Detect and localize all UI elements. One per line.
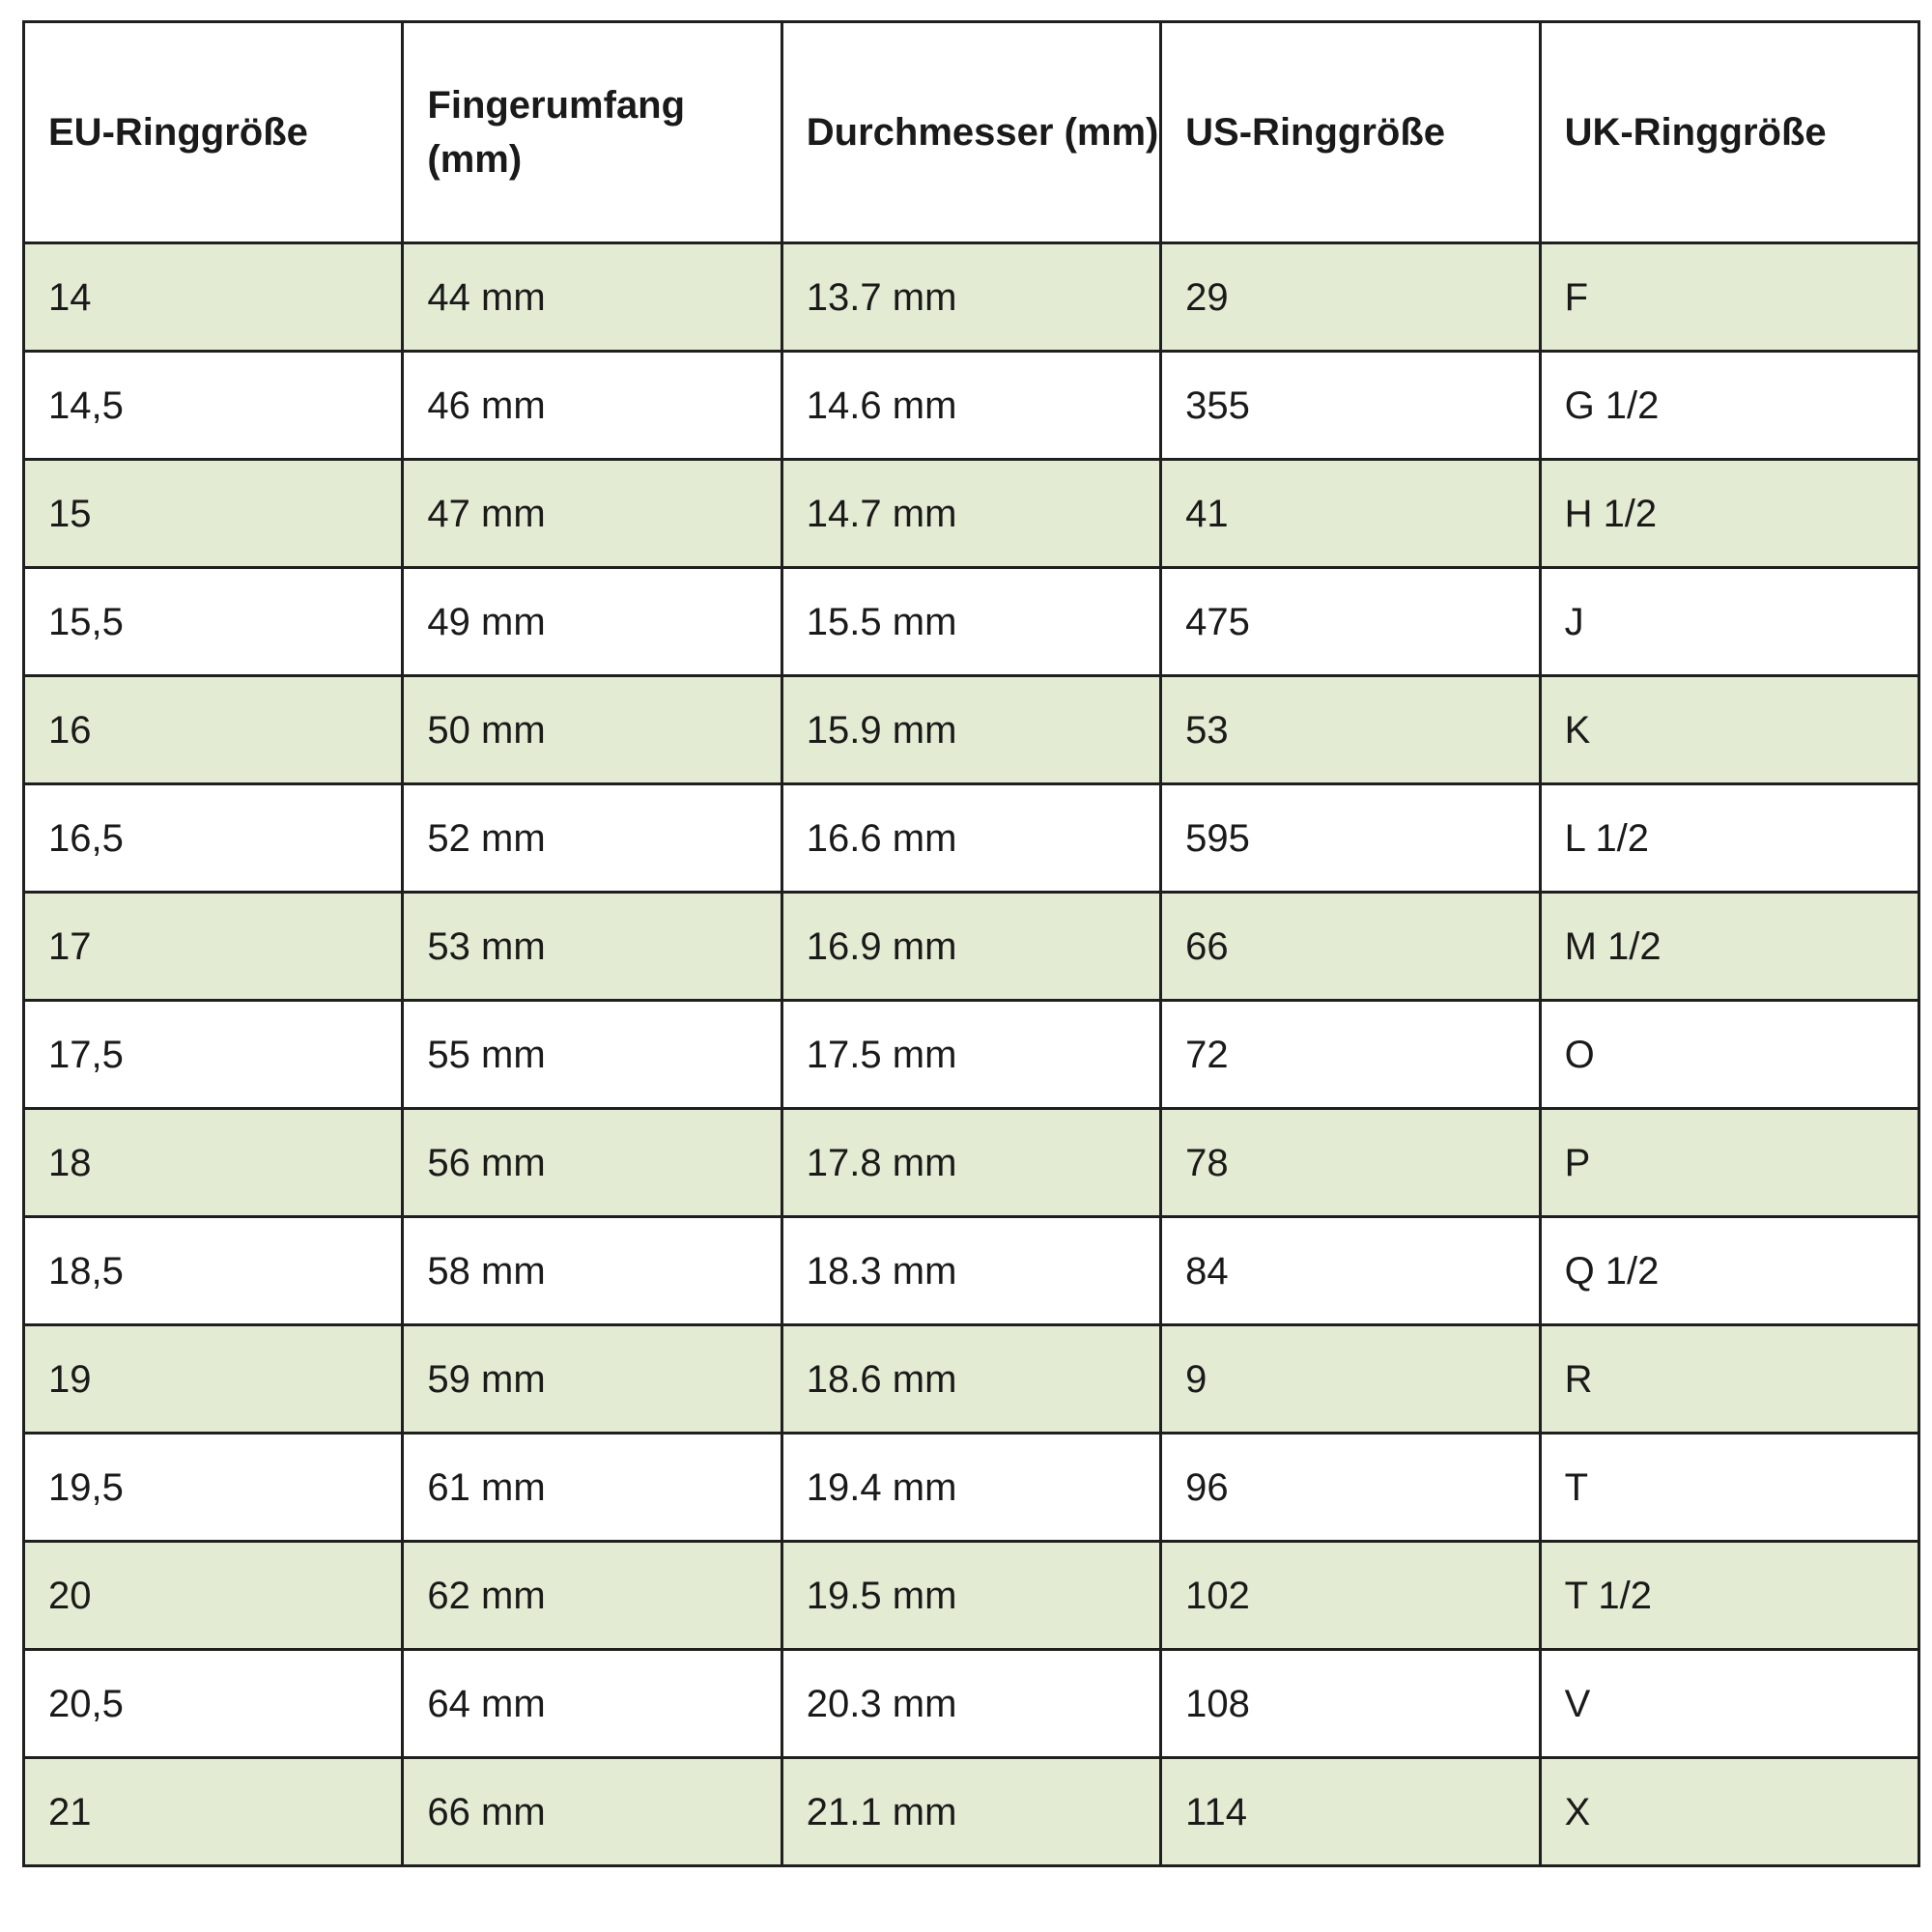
cell-circumference: 59 mm — [403, 1325, 781, 1434]
cell-circumference: 58 mm — [403, 1217, 781, 1325]
header-eu-size: EU-Ringgröße — [24, 22, 403, 243]
cell-diameter: 21.1 mm — [781, 1758, 1160, 1866]
cell-circumference: 62 mm — [403, 1542, 781, 1650]
cell-diameter: 18.3 mm — [781, 1217, 1160, 1325]
cell-circumference: 52 mm — [403, 784, 781, 893]
cell-diameter: 16.6 mm — [781, 784, 1160, 893]
cell-uk-size: Q 1/2 — [1540, 1217, 1918, 1325]
header-finger-circumference: Fingerumfang (mm) — [403, 22, 781, 243]
table-row — [24, 568, 1919, 676]
table-row — [24, 460, 1919, 568]
ring-size-table — [22, 20, 1920, 1867]
cell-diameter: 14.6 mm — [781, 352, 1160, 460]
cell-eu-size: 21 — [24, 1758, 403, 1866]
cell-eu-size: 20 — [24, 1542, 403, 1650]
table-row — [24, 1217, 1919, 1325]
cell-us-size: 29 — [1161, 243, 1540, 352]
table-row — [24, 1650, 1919, 1758]
table-row — [24, 893, 1919, 1001]
header-uk-size: UK-Ringgröße — [1540, 22, 1918, 243]
cell-us-size: 78 — [1161, 1109, 1540, 1217]
cell-diameter: 17.5 mm — [781, 1001, 1160, 1109]
table-row — [24, 676, 1919, 784]
table-row — [24, 352, 1919, 460]
cell-diameter: 15.9 mm — [781, 676, 1160, 784]
cell-diameter: 17.8 mm — [781, 1109, 1160, 1217]
cell-circumference: 50 mm — [403, 676, 781, 784]
cell-eu-size: 17,5 — [24, 1001, 403, 1109]
cell-circumference: 46 mm — [403, 352, 781, 460]
table-row — [24, 1001, 1919, 1109]
cell-circumference: 64 mm — [403, 1650, 781, 1758]
cell-eu-size: 15,5 — [24, 568, 403, 676]
cell-uk-size: X — [1540, 1758, 1918, 1866]
cell-uk-size: O — [1540, 1001, 1918, 1109]
cell-diameter: 20.3 mm — [781, 1650, 1160, 1758]
table-row — [24, 243, 1919, 352]
cell-uk-size: P — [1540, 1109, 1918, 1217]
cell-uk-size: G 1/2 — [1540, 352, 1918, 460]
cell-us-size: 84 — [1161, 1217, 1540, 1325]
cell-circumference: 56 mm — [403, 1109, 781, 1217]
cell-diameter: 18.6 mm — [781, 1325, 1160, 1434]
cell-us-size: 9 — [1161, 1325, 1540, 1434]
table-row — [24, 1109, 1919, 1217]
cell-diameter: 19.5 mm — [781, 1542, 1160, 1650]
cell-uk-size: M 1/2 — [1540, 893, 1918, 1001]
table-row — [24, 1542, 1919, 1650]
cell-circumference: 61 mm — [403, 1434, 781, 1542]
header-row — [24, 22, 1919, 243]
cell-us-size: 41 — [1161, 460, 1540, 568]
ring-size-table-container — [22, 20, 1918, 1867]
cell-circumference: 53 mm — [403, 893, 781, 1001]
cell-us-size: 53 — [1161, 676, 1540, 784]
cell-uk-size: T — [1540, 1434, 1918, 1542]
header-diameter: Durchmesser (mm) — [781, 22, 1160, 243]
cell-circumference: 47 mm — [403, 460, 781, 568]
cell-uk-size: H 1/2 — [1540, 460, 1918, 568]
table-row — [24, 1758, 1919, 1866]
cell-diameter: 19.4 mm — [781, 1434, 1160, 1542]
cell-diameter: 13.7 mm — [781, 243, 1160, 352]
cell-uk-size: L 1/2 — [1540, 784, 1918, 893]
header-us-size: US-Ringgröße — [1161, 22, 1540, 243]
cell-eu-size: 19,5 — [24, 1434, 403, 1542]
cell-uk-size: V — [1540, 1650, 1918, 1758]
cell-uk-size: F — [1540, 243, 1918, 352]
cell-eu-size: 17 — [24, 893, 403, 1001]
cell-uk-size: J — [1540, 568, 1918, 676]
cell-eu-size: 16,5 — [24, 784, 403, 893]
cell-diameter: 16.9 mm — [781, 893, 1160, 1001]
cell-us-size: 595 — [1161, 784, 1540, 893]
cell-us-size: 108 — [1161, 1650, 1540, 1758]
cell-circumference: 55 mm — [403, 1001, 781, 1109]
cell-diameter: 15.5 mm — [781, 568, 1160, 676]
cell-eu-size: 16 — [24, 676, 403, 784]
table-row — [24, 1325, 1919, 1434]
cell-eu-size: 19 — [24, 1325, 403, 1434]
cell-eu-size: 18 — [24, 1109, 403, 1217]
table-header — [24, 22, 1919, 243]
cell-uk-size: T 1/2 — [1540, 1542, 1918, 1650]
cell-eu-size: 20,5 — [24, 1650, 403, 1758]
table-body — [24, 243, 1919, 1866]
cell-us-size: 475 — [1161, 568, 1540, 676]
cell-us-size: 96 — [1161, 1434, 1540, 1542]
cell-us-size: 114 — [1161, 1758, 1540, 1866]
cell-uk-size: K — [1540, 676, 1918, 784]
cell-circumference: 49 mm — [403, 568, 781, 676]
cell-diameter: 14.7 mm — [781, 460, 1160, 568]
cell-us-size: 66 — [1161, 893, 1540, 1001]
cell-us-size: 355 — [1161, 352, 1540, 460]
cell-eu-size: 14,5 — [24, 352, 403, 460]
cell-us-size: 72 — [1161, 1001, 1540, 1109]
cell-eu-size: 15 — [24, 460, 403, 568]
cell-eu-size: 18,5 — [24, 1217, 403, 1325]
cell-circumference: 66 mm — [403, 1758, 781, 1866]
cell-eu-size: 14 — [24, 243, 403, 352]
table-row — [24, 1434, 1919, 1542]
cell-circumference: 44 mm — [403, 243, 781, 352]
cell-uk-size: R — [1540, 1325, 1918, 1434]
table-row — [24, 784, 1919, 893]
cell-us-size: 102 — [1161, 1542, 1540, 1650]
